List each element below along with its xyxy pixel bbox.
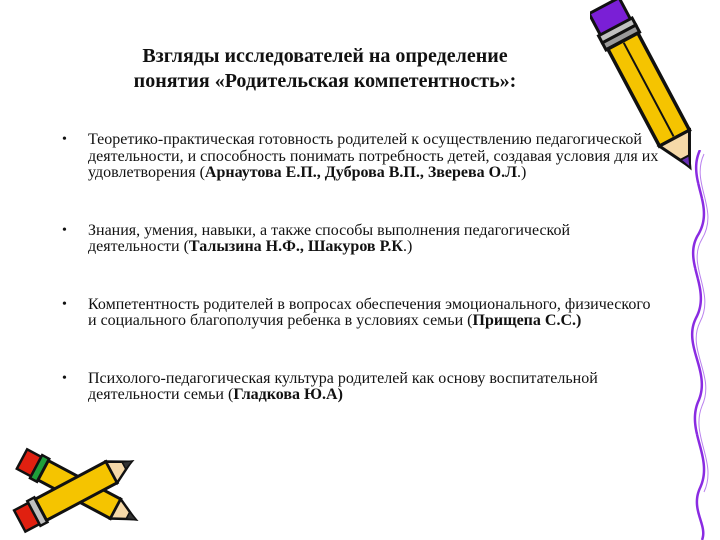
pencils-icon — [0, 430, 150, 540]
slide-title — [60, 44, 590, 94]
bullet-authors: Гладкова Ю.А) — [233, 386, 343, 403]
bullet-marker: • — [62, 296, 67, 312]
bullet-item-2 — [62, 223, 662, 256]
bullet-text: Теоретико-практическая готовность родителей к осуществлению педагогической деятельности, и способность понимать потребность детей, создавая условия для их удовлетворения ( — [88, 131, 659, 181]
bullet-authors: Прищепа С.С.) — [472, 312, 582, 329]
bullet-item-1 — [62, 132, 662, 182]
slide-title-line-2: понятия «Родительская компетентность»: — [133, 70, 517, 92]
bullet-item-3 — [62, 297, 662, 330]
squiggle-line — [668, 150, 720, 540]
bullet-marker: • — [62, 222, 67, 238]
bullet-text: Психолого-педагогическая культура родителей как основу воспитательной деятельности семьи ( — [88, 369, 598, 403]
bullet-tail: .) — [402, 238, 413, 255]
bullet-text: Знания, умения, навыки, а также способы выполнения педагогической деятельности ( — [88, 221, 571, 255]
bullet-authors: Талызина Н.Ф., Шакуров Р.К — [188, 238, 403, 255]
bullet-text: Компетентность родителей в вопросах обеспечения эмоционального, физического и социального благополучия ребенка в условиях семьи ( — [88, 295, 651, 329]
bullet-list — [62, 132, 662, 445]
bullet-item-4 — [62, 371, 662, 404]
pencil-icon — [590, 0, 720, 175]
bullet-marker: • — [62, 370, 67, 386]
bullet-marker: • — [62, 132, 67, 147]
bullet-tail: .) — [517, 164, 527, 181]
slide-title-line-1: Взгляды исследователей на определение — [142, 45, 508, 67]
bullet-authors: Арнаутова Е.П., Дуброва В.П., Зверева О.Л — [204, 164, 518, 181]
